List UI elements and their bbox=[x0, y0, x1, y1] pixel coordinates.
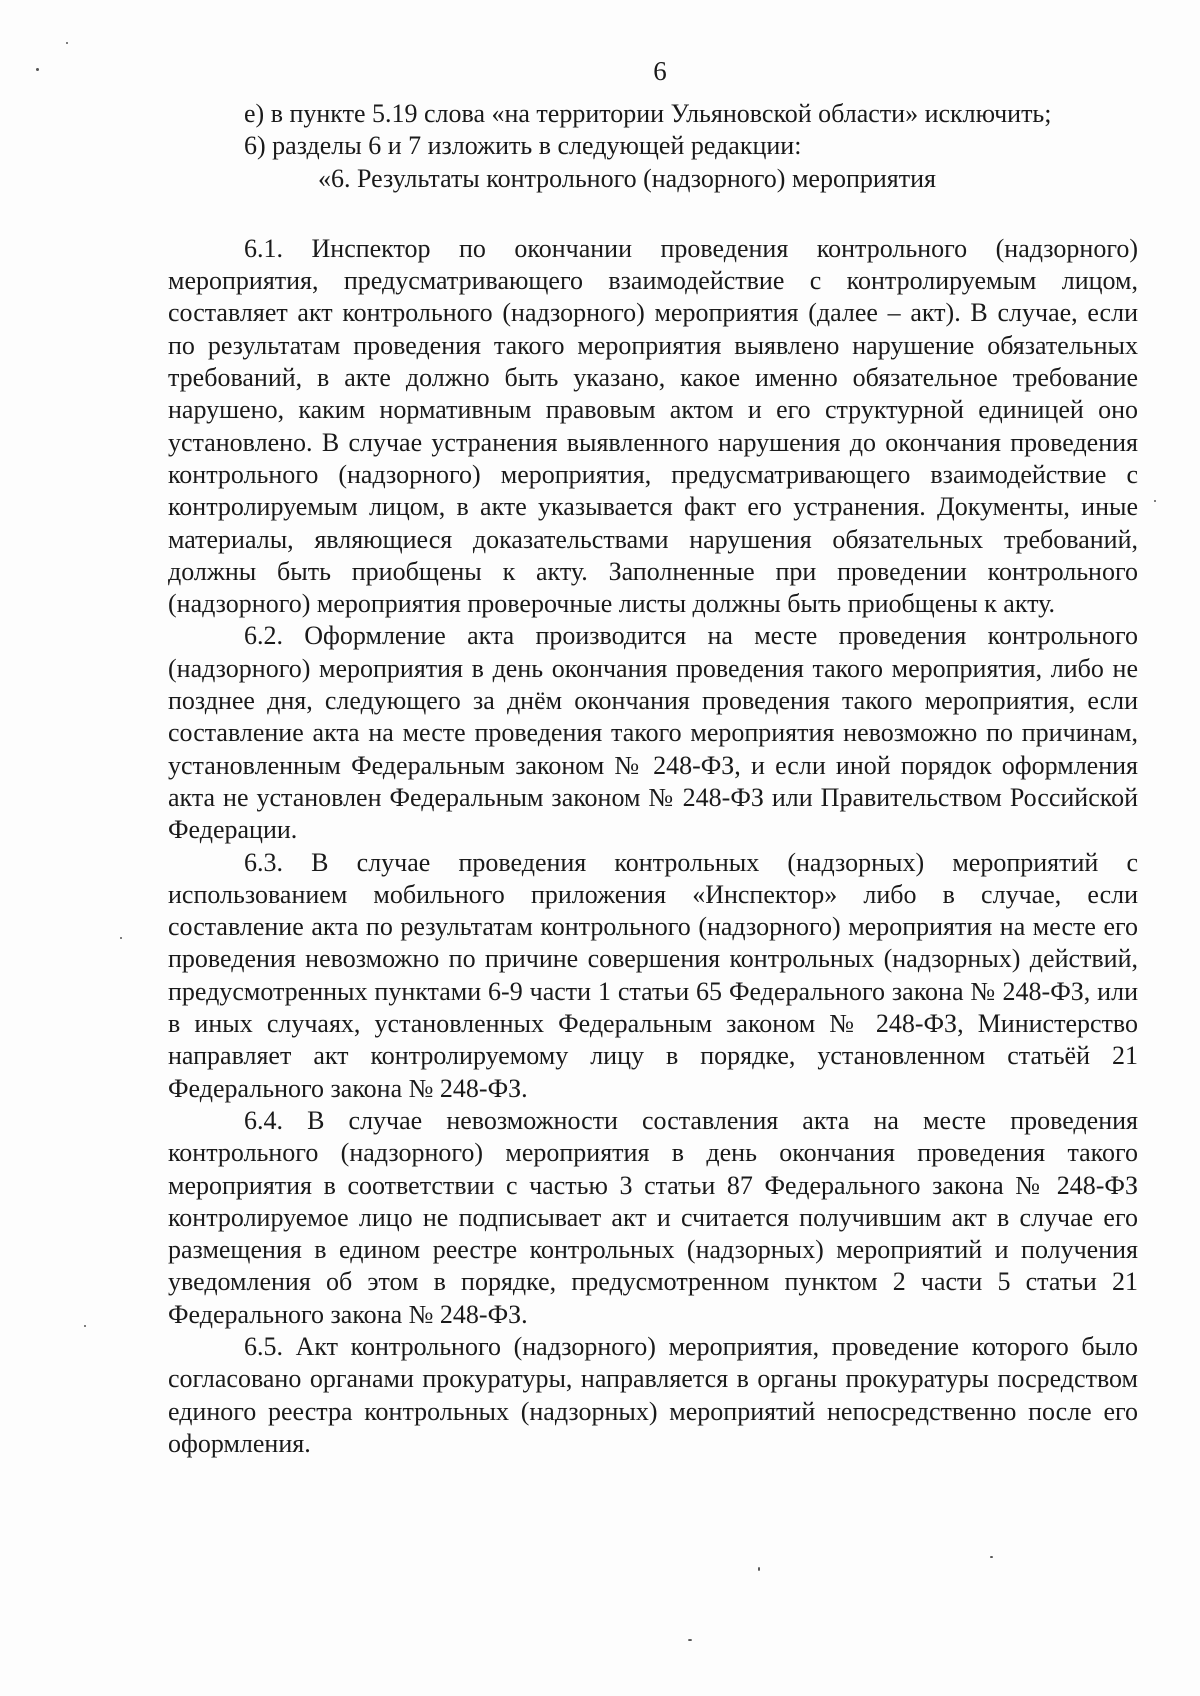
paragraph-amendment-6: 6) разделы 6 и 7 изложить в следующей редакции: bbox=[244, 131, 802, 161]
scan-speck bbox=[1154, 500, 1156, 502]
paragraph-6-5: 6.5. Акт контрольного (надзорного) мероприятия, проведение которого было согласовано органами прокуратуры, направляется в органы прокуратуры посредством единого реестра контрольных (надзорных) мероприятий непосредственно после его оформления. bbox=[168, 1331, 1138, 1458]
document-body bbox=[168, 98, 1138, 1460]
scan-speck bbox=[758, 1567, 760, 1571]
scan-speck bbox=[120, 937, 122, 939]
scan-speck bbox=[84, 1325, 86, 1327]
scan-speck bbox=[990, 1556, 993, 1558]
paragraph-6-2: 6.2. Оформление акта производится на месте проведения контрольного (надзорного) мероприятия в день окончания проведения такого мероприятия, либо не позднее дня, следующего за днём окончания проведения такого мероприятия, если составление акта на месте проведения такого мероприятия невозможно по причинам, установленным Федеральным законом № 248-ФЗ, и если иной порядок оформления акта не установлен Федеральным законом № 248-ФЗ или Правительством Российской Федерации. bbox=[168, 621, 1138, 845]
paragraph-amendment-e: е) в пункте 5.19 слова «на территории Ульяновской области» исключить; bbox=[244, 99, 1052, 128]
scan-speck bbox=[66, 42, 68, 44]
scan-speck bbox=[36, 68, 39, 71]
scan-speck bbox=[688, 1639, 692, 1641]
paragraph-6-4: 6.4. В случае невозможности составления акта на месте проведения контрольного (надзорного) мероприятия в день окончания проведения такого мероприятия в соответствии с частью 3 статьи 87 Федерального закона № 248-ФЗ контролируемое лицо не подписывает акт и считается получившим акт в случае его размещения в едином реестре контрольных (надзорных) мероприятий и получения уведомления об этом в порядке, предусмотренном пунктом 2 части 5 статьи 21 Федерального закона № 248-ФЗ. bbox=[168, 1105, 1138, 1329]
page-number: 6 bbox=[653, 56, 667, 86]
section-heading: «6. Результаты контрольного (надзорного) мероприятия bbox=[318, 163, 936, 193]
paragraph-6-3: 6.3. В случае проведения контрольных (надзорных) мероприятий с использованием мобильного приложения «Инспектор» либо в случае, если составление акта по результатам контрольного (надзорного) мероприятия на месте его проведения невозможно по причине совершения контрольных (надзорных) действий, предусмотренных пунктами 6-9 части 1 статьи 65 Федерального закона № 248-ФЗ, или в иных случаях, установленных Федеральным законом № 248-ФЗ, Министерство направляет акт контролируемому лицу в порядке, установленном статьёй 21 Федерального закона № 248-ФЗ. bbox=[168, 847, 1138, 1103]
heading-spacer bbox=[168, 195, 1138, 233]
paragraph-6-1: 6.1. Инспектор по окончании проведения контрольного (надзорного) мероприятия, предусматривающего взаимодействие с контролируемым лицом, составляет акт контрольного (надзорного) мероприятия (далее – акт). В случае, если по результатам проведения такого мероприятия выявлено нарушение обязательных требований, в акте должно быть указано, какое именно обязательное требование нарушено, каким нормативным правовым актом и его структурной единицей оно установлено. В случае устранения выявленного нарушения до окончания проведения контрольного (надзорного) мероприятия, предусматривающего взаимодействие с контролируемым лицом, в акте указывается факт его устранения. Документы, иные материалы, являющиеся доказательствами нарушения обязательных требований, должны быть приобщены к акту. Заполненные при проведении контрольного (надзорного) мероприятия проверочные листы должны быть приобщены к акту. bbox=[168, 233, 1138, 619]
